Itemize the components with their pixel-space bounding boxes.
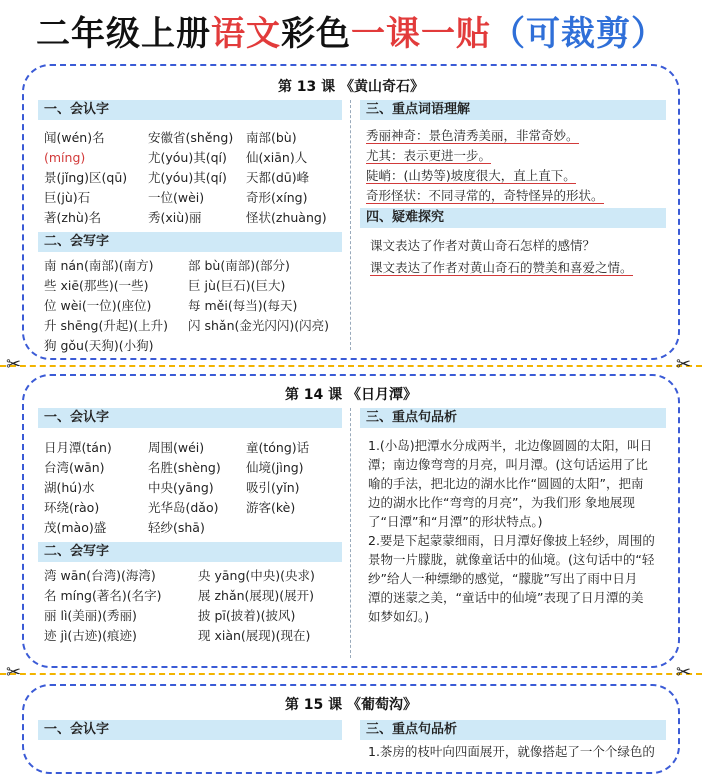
- lesson-title: 第 13 课 《黄山奇石》: [277, 79, 425, 95]
- scissors-icon: ✂: [6, 354, 22, 375]
- char-row: 湖(hú)水: [44, 480, 95, 495]
- write-row: 南 nán(南部)(南方): [44, 258, 154, 273]
- lesson-title: 第 14 课 《日月潭》: [284, 387, 418, 403]
- write-row: 每 měi(每当)(每天): [188, 298, 298, 313]
- column-divider: [350, 100, 351, 350]
- explore-answer: 课文表达了作者对黄山奇石的赞美和喜爱之情。: [370, 260, 633, 275]
- char-row: 奇形(xíng): [246, 190, 308, 205]
- write-row: 狗 gǒu(天狗)(小狗): [44, 338, 154, 353]
- char-row: 周围(wéi): [148, 440, 205, 455]
- word-line: 尤其：表示更进一步。: [366, 148, 492, 163]
- analysis-text: 1.茶房的枝叶向四面展开，就像搭起了一个个绿色的: [368, 744, 655, 759]
- write-row: 迹 jì(古迹)(痕迹): [44, 628, 137, 643]
- scissors-icon: ✂: [676, 662, 692, 683]
- char-row: 仙境(jìng): [246, 460, 304, 475]
- char-row: 吸引(yǐn): [246, 480, 300, 495]
- char-row: 游客(kè): [246, 500, 296, 515]
- char-row: 一位(wèi): [148, 190, 205, 205]
- char-row: 台湾(wān): [44, 460, 105, 475]
- section-header: 一、会认字: [38, 720, 342, 740]
- lesson-13-card: [22, 64, 680, 360]
- char-row: 闻(wén)名: [44, 130, 105, 145]
- lesson-title: 第 15 课 《葡萄沟》: [284, 697, 418, 713]
- char-row: 巨(jù)石: [44, 190, 91, 205]
- section-header: 三、重点词语理解: [360, 100, 666, 120]
- cut-line: [0, 356, 702, 376]
- word-line: 陡峭：(山势等)坡度很大，直上直下。: [366, 168, 576, 183]
- write-row: 现 xiàn(展现)(现在): [198, 628, 311, 643]
- word-line: 秀丽神奇：景色清秀美丽，非常奇妙。: [366, 128, 579, 143]
- write-row: 名 míng(著名)(名字): [44, 588, 162, 603]
- char-row: 仙(xiān)人: [246, 150, 308, 165]
- cut-line: [0, 664, 702, 684]
- char-row: 秀(xiù)丽: [148, 210, 202, 225]
- section-header: 一、会认字: [38, 100, 342, 120]
- lesson-14-card: [22, 374, 680, 668]
- write-row: 丽 lì(美丽)(秀丽): [44, 608, 137, 623]
- char-row: 尤(yóu)其(qí): [148, 150, 227, 165]
- write-row: 升 shēng(升起)(上升): [44, 318, 168, 333]
- scissors-icon: ✂: [6, 662, 22, 683]
- write-row: 央 yāng(中央)(央求): [198, 568, 315, 583]
- write-row: 展 zhǎn(展现)(展开): [198, 588, 315, 603]
- char-row: 景(jǐng)区(qū): [44, 170, 128, 185]
- write-row: 些 xiē(那些)(一些): [44, 278, 149, 293]
- char-row: 怪状(zhuàng): [246, 210, 327, 225]
- char-row: 轻纱(shā): [148, 520, 205, 535]
- section-header: 三、重点句品析: [360, 720, 666, 740]
- page-title: 二年级上册语文彩色一课一贴（可裁剪）: [36, 14, 666, 54]
- char-row: 安徽省(shěng): [148, 130, 234, 145]
- write-row: 巨 jù(巨石)(巨大): [188, 278, 286, 293]
- write-row: 部 bù(南部)(部分): [188, 258, 290, 273]
- char-row: 童(tóng)话: [246, 440, 310, 455]
- section-header: 一、会认字: [38, 408, 342, 428]
- write-row: 闪 shǎn(金光闪闪)(闪亮): [188, 318, 329, 333]
- char-row: 著(zhù)名: [44, 210, 102, 225]
- char-row: 尤(yóu)其(qí): [148, 170, 227, 185]
- char-row: 中央(yāng): [148, 480, 214, 495]
- char-row: 环绕(rào): [44, 500, 100, 515]
- char-row: (míng): [44, 150, 86, 165]
- word-line: 奇形怪状：不同寻常的，奇特怪异的形状。: [366, 188, 604, 203]
- section-header: 四、疑难探究: [360, 208, 666, 228]
- scissors-icon: ✂: [676, 354, 692, 375]
- char-row: 茂(mào)盛: [44, 520, 107, 535]
- char-row: 名胜(shèng): [148, 460, 221, 475]
- char-row: 天都(dū)峰: [246, 170, 310, 185]
- write-row: 位 wèi(一位)(座位): [44, 298, 152, 313]
- char-row: 光华岛(dǎo): [148, 500, 219, 515]
- lesson-15-card: [22, 684, 680, 774]
- explore-question: 课文表达了作者对黄山奇石怎样的感情？: [370, 238, 596, 253]
- write-row: 披 pī(披着)(披风): [198, 608, 296, 623]
- char-row: 日月潭(tán): [44, 440, 112, 455]
- write-row: 湾 wān(台湾)(海湾): [44, 568, 156, 583]
- column-divider: [350, 408, 351, 658]
- section-header: 二、会写字: [38, 232, 342, 252]
- analysis-text: 1.(小岛)把潭水分成两半，北边像圆圆的太阳，叫日 潭；南边像弯弯的月亮，叫月潭。(这句话运用了比 喻的手法，把北边的湖水比作“圆圆的太阳”，把南 边的湖水比作“弯弯的月亮”，为我们形 象地展现 了“日潭”和“月潭”的形状特点。) 2.要是下起蒙蒙细雨，日月潭好像披上轻纱，周围的 景物一片朦胧，就像童话中的仙境。(这句话中的“轻 纱”给人一种缥缈的感觉，“朦胧”写出了雨中日月 潭的迷蒙之美，“童话中的仙境”表现了日月潭的美 如梦如幻。): [368, 438, 655, 624]
- char-row: 南部(bù): [246, 130, 297, 145]
- section-header: 三、重点句品析: [360, 408, 666, 428]
- section-header: 二、会写字: [38, 542, 342, 562]
